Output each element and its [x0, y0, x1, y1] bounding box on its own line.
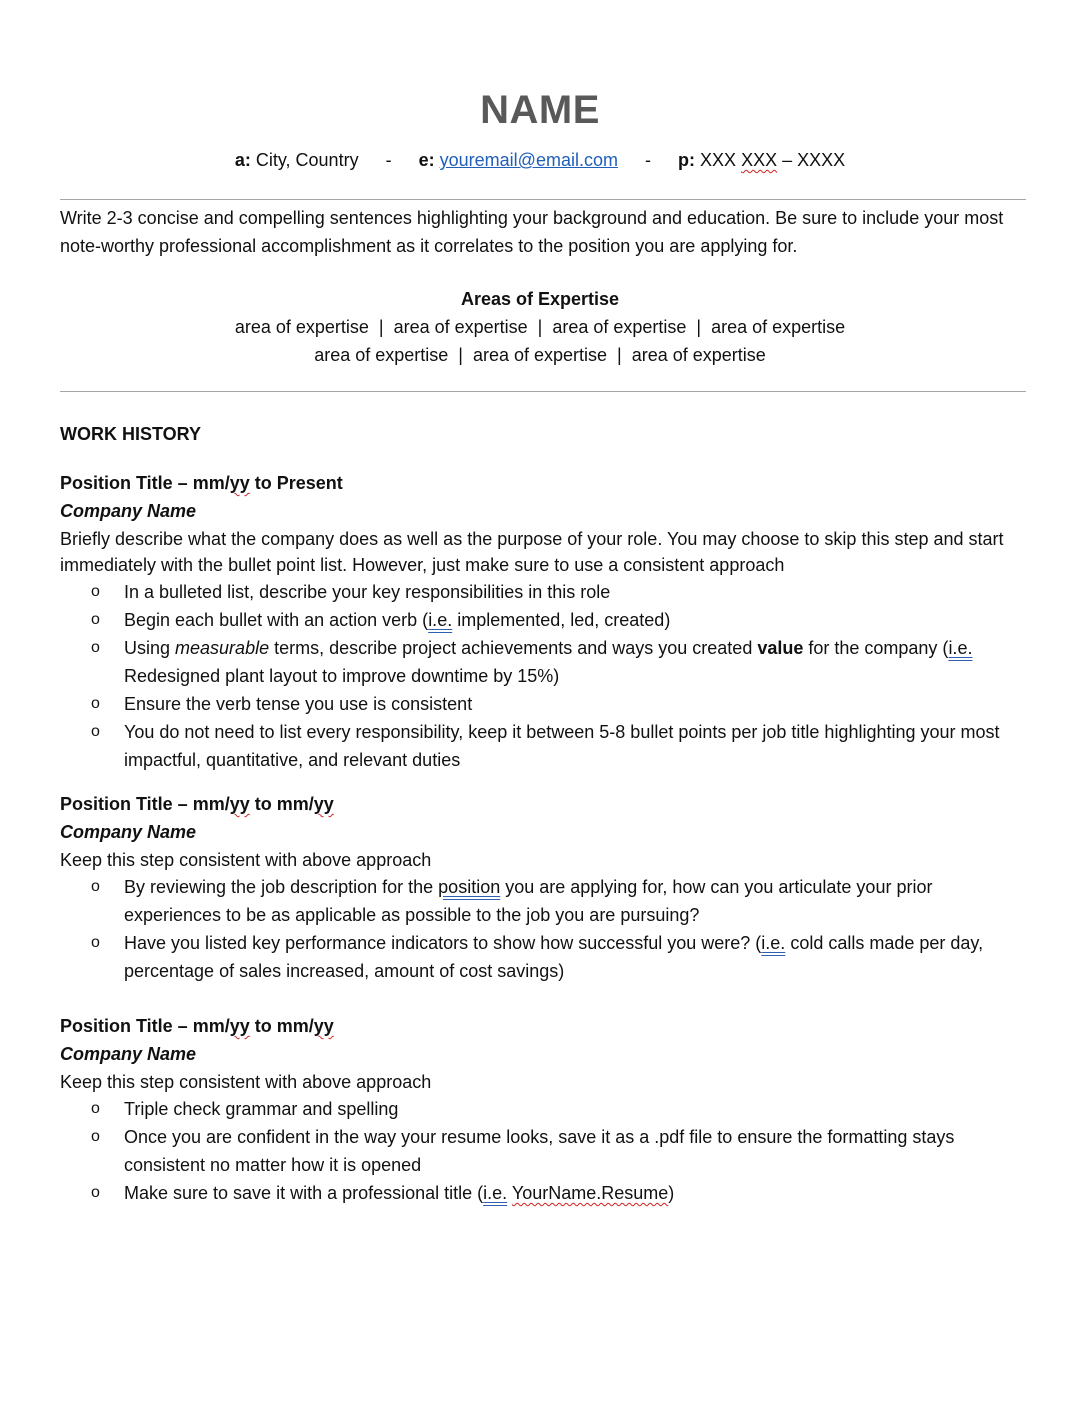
- bullet-icon: o: [91, 934, 100, 951]
- expertise-pipe: |: [378, 317, 384, 337]
- expertise-row: [0, 345, 1080, 366]
- job-title: Position Title – mm/yy to mm/yy: [60, 794, 334, 814]
- list-item: o Have you listed key performance indicators to show how successful you were? (i.e. cold calls made per day, percentage of sales increased, amount of cost savings): [60, 929, 1026, 985]
- list-item: o Triple check grammar and spelling: [60, 1095, 1026, 1123]
- job-description: Keep this step consistent with above approach: [60, 850, 432, 870]
- divider: [60, 199, 1026, 200]
- expertise-item: area of expertise: [234, 317, 369, 337]
- work-history-heading: WORK HISTORY: [60, 424, 202, 444]
- phone-part: XXX: [700, 150, 737, 170]
- expertise-pipe: |: [617, 345, 622, 365]
- company-name: Company Name: [60, 822, 197, 842]
- expertise-item: area of expertise: [314, 345, 449, 365]
- expertise-title: Areas of Expertise: [460, 289, 620, 309]
- address-label: a:: [234, 150, 251, 170]
- bullet-icon: o: [91, 583, 100, 600]
- bullet-icon: o: [91, 1100, 100, 1117]
- job-entry: [60, 1013, 1026, 1207]
- expertise-row: [0, 317, 1080, 338]
- list-item: o Using measurable terms, describe project achievements and ways you created value for the company (i.e. Redesigned plant layout to improve downtime by 15%): [60, 634, 1026, 690]
- contact-separator: -: [385, 150, 392, 170]
- bullet-icon: o: [91, 639, 100, 656]
- expertise-pipe: |: [696, 317, 702, 337]
- job-title: Position Title – mm/yy to mm/yy: [60, 1016, 334, 1036]
- list-item: o By reviewing the job description for the position you are applying for, how can you articulate your prior experiences to be as applicable as possible to the job you are pursuing?: [60, 873, 1026, 929]
- expertise-pipe: |: [537, 317, 543, 337]
- phone-part: – XXXX: [782, 150, 846, 170]
- phone-label: p:: [678, 150, 695, 170]
- job-bullets: [60, 1095, 1026, 1207]
- bullet-icon: o: [91, 723, 100, 740]
- list-item: o In a bulleted list, describe your key responsibilities in this role: [60, 578, 1026, 606]
- job-description: Briefly describe what the company does as well as the purpose of your role. You may choose to skip this step and start immediately with the bullet point list. However, just make sure to use a consistent approach: [60, 529, 1004, 575]
- bullet-icon: o: [91, 1184, 100, 1201]
- bullet-icon: o: [91, 1128, 100, 1145]
- resume-name: NAME: [480, 88, 600, 132]
- phone-part-misspelled: XXX: [741, 150, 778, 170]
- expertise-item: area of expertise: [472, 345, 608, 365]
- summary-paragraph: Write 2-3 concise and compelling sentences highlighting your background and education. Be sure to include your most note-worthy professional accomplishment as it correlates to the position you are applying for.: [60, 208, 1004, 256]
- address-value: City, Country: [255, 150, 359, 170]
- bullet-icon: o: [91, 695, 100, 712]
- list-item: o Ensure the verb tense you use is consistent: [60, 690, 1026, 718]
- job-title: Position Title – mm/yy to Present: [60, 473, 343, 493]
- expertise-item: area of expertise: [393, 317, 528, 337]
- company-name: Company Name: [60, 501, 197, 521]
- expertise-pipe: |: [458, 345, 463, 365]
- list-item: o Once you are confident in the way your resume looks, save it as a .pdf file to ensure the formatting stays consistent no matter how it is opened: [60, 1123, 1026, 1179]
- expertise-item: area of expertise: [711, 317, 846, 337]
- list-item: o Begin each bullet with an action verb (i.e. implemented, led, created): [60, 606, 1026, 634]
- list-item: o Make sure to save it with a professional title (i.e. YourName.Resume): [60, 1179, 1026, 1207]
- job-entry: [60, 470, 1026, 774]
- list-item: o You do not need to list every responsibility, keep it between 5-8 bullet points per job title highlighting your most impactful, quantitative, and relevant duties: [60, 718, 1026, 774]
- expertise-item: area of expertise: [552, 317, 687, 337]
- job-bullets: [60, 578, 1026, 774]
- job-entry: [60, 791, 1026, 985]
- contact-line: [0, 150, 1080, 171]
- job-bullets: [60, 873, 1026, 985]
- bullet-icon: o: [91, 611, 100, 628]
- company-name: Company Name: [60, 1044, 197, 1064]
- expertise-item: area of expertise: [631, 345, 766, 365]
- job-description: Keep this step consistent with above approach: [60, 1072, 432, 1092]
- contact-separator: -: [644, 150, 651, 170]
- email-link[interactable]: youremail@email.com: [439, 150, 618, 170]
- email-label: e:: [418, 150, 435, 170]
- bullet-icon: o: [91, 878, 100, 895]
- divider: [60, 391, 1026, 392]
